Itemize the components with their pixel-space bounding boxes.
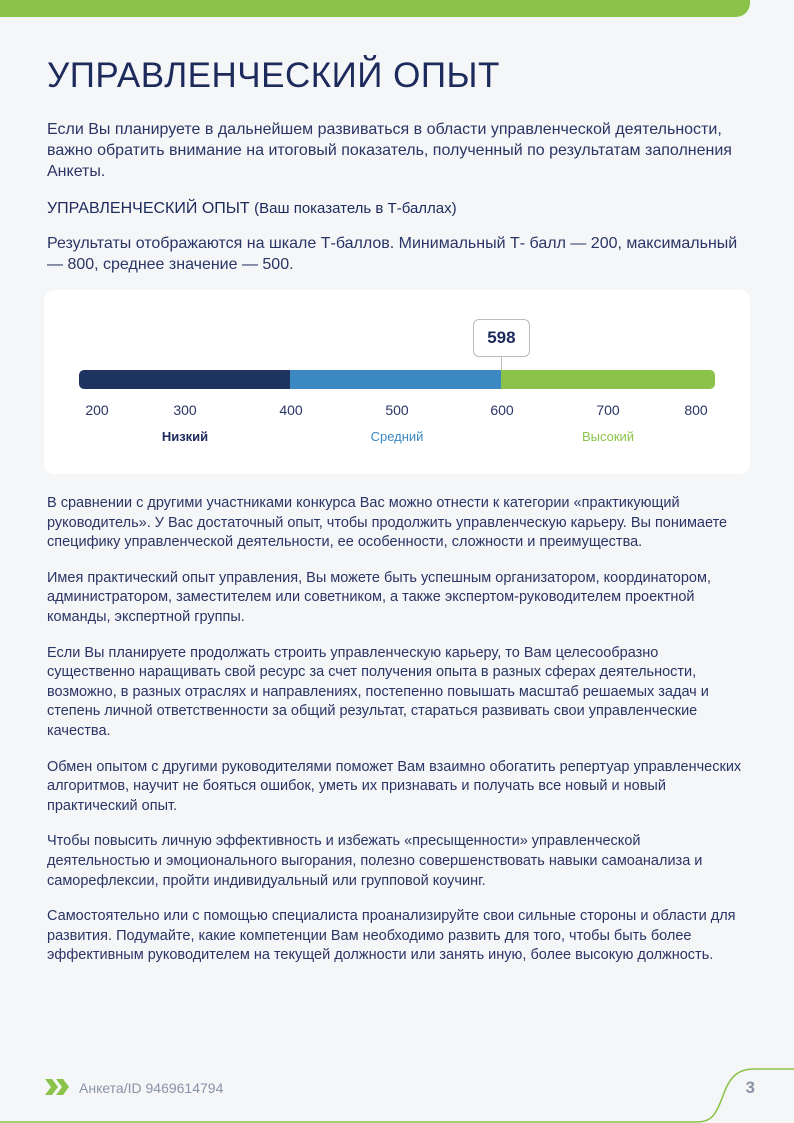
paragraph: Обмен опытом с другими руководителями поможет Вам взаимно обогатить репертуар управленческих алгоритмов, научит не бояться ошибок, уметь их признавать и получать все новый и новый практический опыт. [47,758,742,814]
scale-segment-mid [290,370,501,389]
zone-label-high: Высокий [581,429,635,444]
tick-label-200: 200 [85,402,109,418]
paragraph: Самостоятельно или с помощью специалиста проанализируйте свои сильные стороны и области для развития. Подумайте, какие компетенции Вам необходимо развить для того, чтобы быть более эффективным руководителем на текущей должности или занять иную, более высокую должность. [47,908,736,964]
zone-label-mid: Средний [370,429,424,444]
scale-segment-low [79,370,290,389]
tick-label-400: 400 [279,402,303,418]
scale-description: Результаты отображаются на шкале Т-баллов. Минимальный Т- балл — 200, максимальный — 800, среднее значение — 500. [47,235,738,273]
section-title [47,200,457,218]
scale-segment-high [501,370,715,389]
page-title: УПРАВЛЕНЧЕСКИЙ ОПЫТ [47,56,500,95]
page-number: 3 [745,1078,755,1097]
score-badge: 598 [473,319,530,357]
survey-id: Анкета/ID 9469614794 [79,1080,224,1096]
double-chevron-right-icon [45,1079,69,1095]
tick-label-600: 600 [490,402,514,418]
intro-paragraph: Если Вы планируете в дальнейшем развиваться в области управленческой деятельности, важно обратить внимание на итоговый показатель, полученный по результатам заполнения Анкеты. [47,121,732,180]
score-pointer [501,357,502,370]
paragraph: Если Вы планируете продолжать строить управленческую карьеру, то Вам целесообразно существенно наращивать свой ресурс за счет получения опыта в разных сферах деятельности, возможно, в разных отраслях и направлениях, постепенно повышать масштаб решаемых задач и степень личной ответственности за общий результат, стараться развивать свои управленческие качества. [47,644,709,739]
tick-label-500: 500 [385,402,409,418]
tick-label-700: 700 [596,402,620,418]
zone-label-low: Низкий [161,429,209,444]
paragraph: Чтобы повысить личную эффективность и избежать «пресыщенности» управленческой деятельностью и эмоционального выгорания, полезно совершенствовать навыки самоанализа и саморефлексии, пройти индивидуальный или групповой коучинг. [47,833,703,889]
paragraph: В сравнении с другими участниками конкурса Вас можно отнести к категории «практикующий руководитель». У Вас достаточный опыт, чтобы продолжить управленческую карьеру. Вы понимаете специфику управленческой деятельности, ее особенности, сложности и преимущества. [47,495,728,551]
section-title-main: УПРАВЛЕНЧЕСКИЙ ОПЫТ [47,200,250,217]
t-score-scale-card [44,290,750,474]
top-accent-bar [0,0,750,17]
section-title-note: (Ваш показатель в Т-баллах) [254,200,457,217]
tick-label-300: 300 [173,402,197,418]
scale-bar [79,370,715,389]
paragraph: Имея практический опыт управления, Вы можете быть успешным организатором, координатором, администратором, заместителем или советником, а также экспертом-руководителем проектной команды, экспертной группы. [47,569,711,625]
tick-label-800: 800 [684,402,708,418]
interpretation-text [47,494,747,982]
